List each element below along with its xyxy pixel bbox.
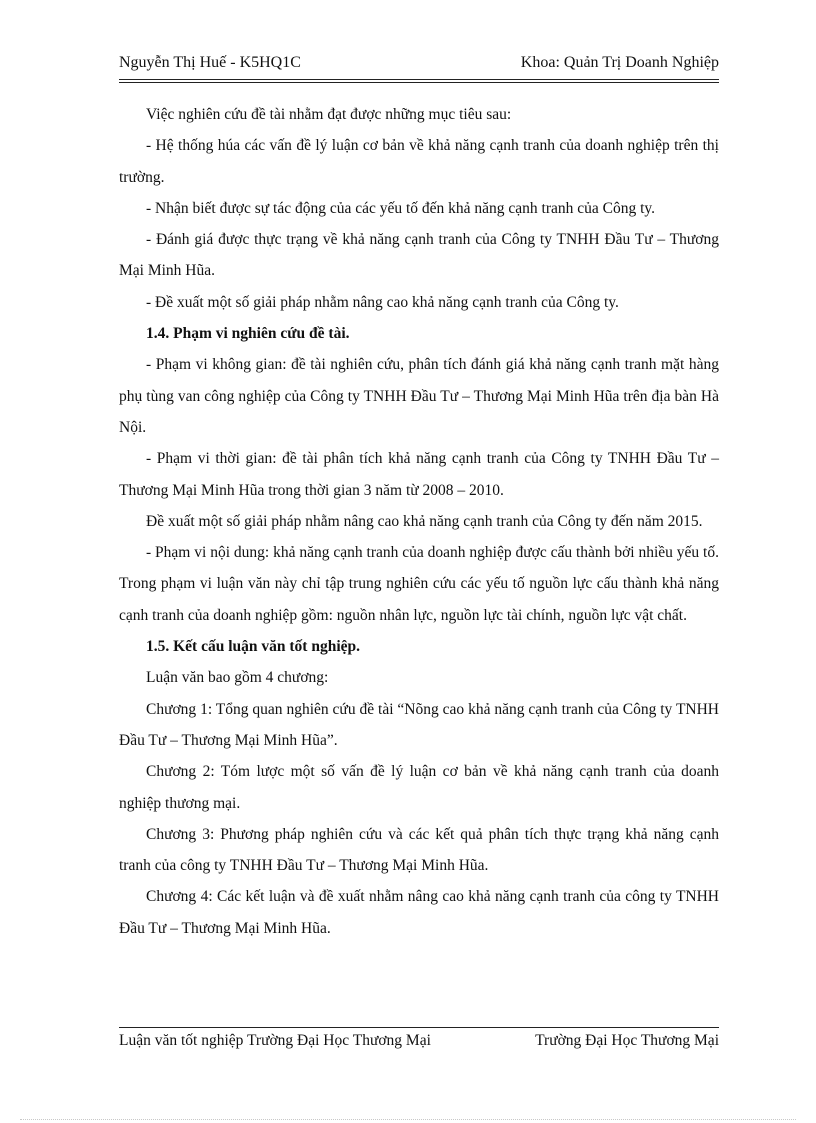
header-author: Nguyễn Thị Huế - K5HQ1C <box>119 54 301 71</box>
header-rule-double <box>119 82 719 83</box>
paragraph: Chương 1: Tổng quan nghiên cứu đề tài “Nõng cao khả năng cạnh tranh của Công ty TNHH Đầu Tư – Thương Mại Minh Hũa”. <box>119 700 719 749</box>
page-footer <box>119 1030 719 1052</box>
page-border-dotted <box>20 1119 796 1120</box>
paragraph: Luận văn bao gồm 4 chương: <box>146 669 329 687</box>
paragraph: Việc nghiên cứu đề tài nhằm đạt được những mục tiêu sau: <box>146 106 512 123</box>
header-faculty: Khoa: Quản Trị Doanh Nghiệp <box>520 54 719 71</box>
footer-rule <box>119 1027 719 1028</box>
header-rule <box>119 79 719 80</box>
paragraph: - Phạm vi nội dung: khả năng cạnh tranh của doanh nghiệp được cấu thành bởi nhiều yếu tố. Trong phạm vi luận văn này chỉ tập trung nghiên cứu các yếu tố nguồn lực cấu thành khả năng cạnh tranh của doanh nghiệp gồm: nguồn nhân lực, nguồn lực tài chính, nguồn lực vật chất. <box>119 544 719 624</box>
paragraph: Chương 2: Tóm lược một số vấn đề lý luận cơ bản về khả năng cạnh tranh của doanh nghiệp thương mại. <box>119 763 719 812</box>
paragraph: Chương 4: Các kết luận và đề xuất nhằm nâng cao khả năng cạnh tranh của công ty TNHH Đầu Tư – Thương Mại Minh Hũa. <box>119 888 719 937</box>
footer-thesis-label: Luận văn tốt nghiệp Trường Đại Học Thương Mại <box>119 1032 431 1049</box>
paragraph: - Hệ thống húa các vấn đề lý luận cơ bản về khả năng cạnh tranh của doanh nghiệp trên thị trường. <box>119 137 719 186</box>
paragraph: - Đánh giá được thực trạng về khả năng cạnh tranh của Công ty TNHH Đầu Tư – Thương Mại Minh Hũa. <box>119 231 719 280</box>
paragraph: Đề xuất một số giải pháp nhằm nâng cao khả năng cạnh tranh của Công ty đến năm 2015. <box>146 512 703 530</box>
section-heading-1-5: 1.5. Kết cấu luận văn tốt nghiệp. <box>146 638 361 656</box>
section-heading-1-4: 1.4. Phạm vi nghiên cứu đề tài. <box>146 325 350 343</box>
document-body <box>119 99 719 944</box>
page-header <box>119 52 719 74</box>
paragraph: - Nhận biết được sự tác động của các yếu tố đến khả năng cạnh tranh của Công ty. <box>146 199 656 217</box>
paragraph: Chương 3: Phương pháp nghiên cứu và các kết quả phân tích thực trạng khả năng cạnh tranh của công ty TNHH Đầu Tư – Thương Mại Minh Hũa. <box>119 825 719 875</box>
paragraph: - Phạm vi không gian: đề tài nghiên cứu, phân tích đánh giá khả năng cạnh tranh mặt hàng phụ tùng van công nghiệp của Công ty TNHH Đầu Tư – Thương Mại Minh Hũa trên địa bàn Hà Nội. <box>119 356 719 436</box>
footer-university: Trường Đại Học Thương Mại <box>535 1032 719 1049</box>
paragraph: - Đề xuất một số giải pháp nhằm nâng cao khả năng cạnh tranh của Công ty. <box>146 293 619 311</box>
paragraph: - Phạm vi thời gian: đề tài phân tích khả năng cạnh tranh của Công ty TNHH Đầu Tư – Thương Mại Minh Hũa trong thời gian 3 năm từ 2008 – 2010. <box>119 450 719 499</box>
